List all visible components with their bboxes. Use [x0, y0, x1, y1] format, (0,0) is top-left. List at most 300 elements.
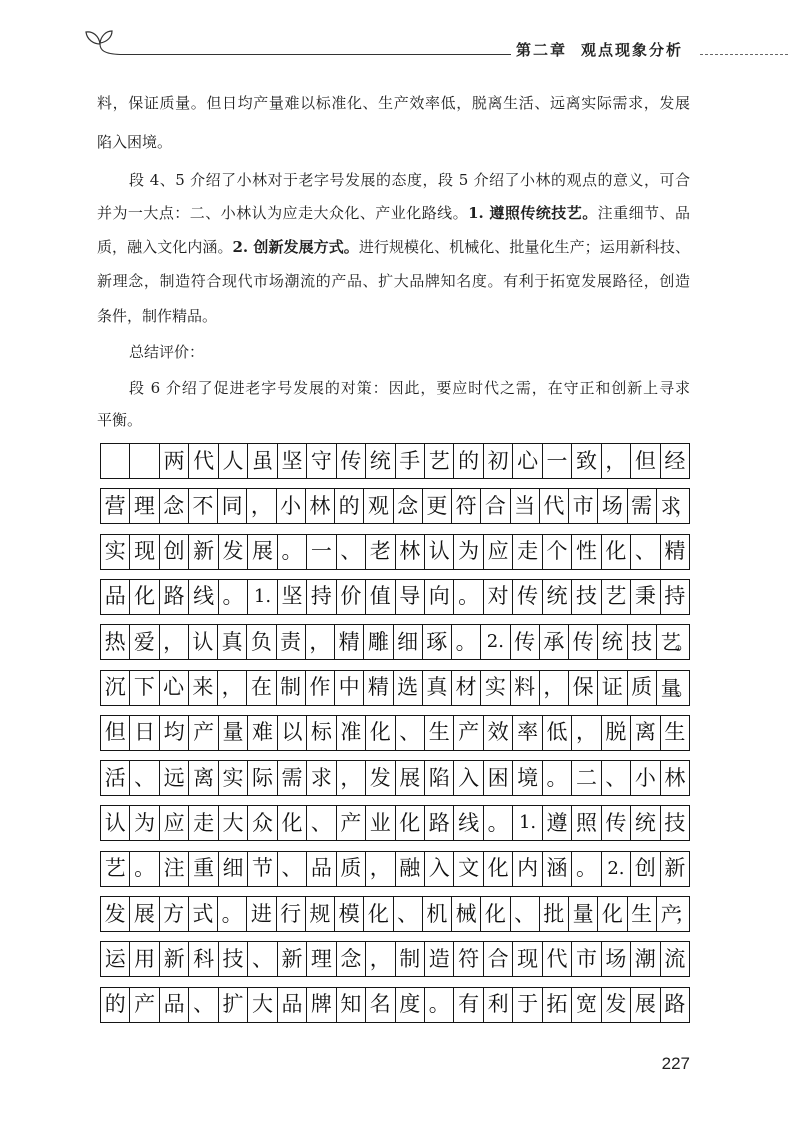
grid-cell: 均: [159, 716, 188, 750]
grid-cell: 化: [483, 852, 512, 886]
grid-cell: 细: [393, 625, 422, 659]
point-heading: 2. 创新发展方式。: [232, 238, 359, 256]
chapter-label: 第二章: [516, 41, 568, 59]
grid-cell: 拓: [542, 988, 571, 1022]
grid-row: [100, 534, 690, 570]
grid-cell: 1.: [247, 580, 276, 614]
grid-cell: 实: [218, 761, 247, 795]
grid-cell: 现: [129, 535, 158, 569]
grid-row: [100, 805, 690, 841]
grid-cell: 以: [277, 716, 306, 750]
grid-cell: 扩: [218, 988, 247, 1022]
grid-cell: 传: [336, 444, 365, 478]
grid-cell: ，: [305, 625, 334, 659]
grid-cell: 、: [188, 988, 217, 1022]
chapter-title: 观点现象分析: [581, 41, 684, 59]
left-leaf: [86, 32, 100, 44]
grid-cell: 理: [129, 489, 158, 523]
grid-cell: 当: [510, 489, 539, 523]
grid-row: [100, 941, 690, 977]
grid-cell: 新: [660, 852, 690, 886]
grid-cell: 中: [334, 671, 363, 705]
sprout-icon: [84, 26, 124, 58]
text-segment: 陷入困境。: [97, 133, 173, 151]
grid-cell: 精: [363, 671, 392, 705]
grid-cell: 承: [539, 625, 568, 659]
grid-cell: 代: [188, 444, 217, 478]
grid-cell: 爱: [129, 625, 158, 659]
grid-cell: 利: [483, 988, 512, 1022]
body-line: [97, 132, 690, 152]
grid-cell: 大: [218, 806, 247, 840]
grid-cell: 离: [630, 716, 659, 750]
grid-cell: 技: [218, 942, 247, 976]
text-segment: 料，保证质量。但日均产量难以标准化、生产效率低，脱离生活、远离实际需求，发展: [97, 94, 690, 112]
grid-cell: 文: [453, 852, 482, 886]
point-heading: 1. 遵照传统技艺。: [468, 204, 598, 222]
grid-cell: 。: [277, 535, 306, 569]
grid-cell: 的: [453, 444, 482, 478]
right-leaf: [100, 31, 112, 43]
grid-cell: 为: [453, 535, 482, 569]
grid-cell: 械: [451, 897, 480, 931]
grid-cell: 传: [512, 580, 541, 614]
grid-cell: 秉: [630, 580, 659, 614]
grid-cell: 众: [247, 806, 276, 840]
grid-cell: 展: [395, 761, 424, 795]
grid-cell: ，: [159, 625, 188, 659]
grid-cell: 宽: [571, 988, 600, 1022]
grid-cell: 率: [512, 716, 541, 750]
grid-cell: 进: [246, 897, 275, 931]
text-segment: 总结评价：: [129, 343, 205, 361]
grid-cell: 批: [539, 897, 568, 931]
grid-cell: 一: [306, 535, 335, 569]
grid-cell: 人: [218, 444, 247, 478]
grid-cell: 需: [277, 761, 306, 795]
header-rule: [119, 54, 511, 55]
body-line: [97, 203, 690, 223]
grid-cell: 雕: [363, 625, 392, 659]
grid-row: [100, 715, 690, 751]
grid-cell: 低: [542, 716, 571, 750]
grid-cell: 理: [306, 942, 335, 976]
grid-cell: 技: [627, 625, 656, 659]
grid-cell: 林: [395, 535, 424, 569]
grid-cell: 导: [395, 580, 424, 614]
grid-cell: 1.: [512, 806, 541, 840]
grid-cell: 需: [627, 489, 656, 523]
grid-cell: 产: [453, 716, 482, 750]
grid-cell: 应: [159, 806, 188, 840]
grid-cell: 境: [512, 761, 541, 795]
text-segment: 段 4、5 介绍了小林对于老字号发展的态度，段 5 介绍了小林的观点的意义，可合: [129, 171, 690, 189]
grid-cell: 负: [246, 625, 275, 659]
grid-row: [100, 579, 690, 615]
grid-cell: 、: [630, 535, 659, 569]
grid-cell: 路: [159, 580, 188, 614]
grid-cell: 琢: [422, 625, 451, 659]
grid-cell: ，: [571, 716, 600, 750]
grid-cell: 守: [306, 444, 335, 478]
grid-cell: 运: [100, 942, 129, 976]
grid-cell: 致: [571, 444, 600, 478]
grid-cell: 艺: [100, 852, 129, 886]
grid-cell: ，: [539, 671, 568, 705]
grid-cell: 但: [100, 716, 129, 750]
grid-cell: 合: [480, 489, 509, 523]
grid-cell: 代: [539, 489, 568, 523]
grid-cell: 化: [277, 806, 306, 840]
grid-cell: 质: [336, 852, 365, 886]
page-number: 227: [661, 1054, 690, 1073]
text-segment: 平衡。: [97, 411, 143, 429]
body-line: [97, 237, 690, 257]
grid-cell: 材: [451, 671, 480, 705]
grid-cell: 量: [218, 716, 247, 750]
grid-cell: 入: [453, 761, 482, 795]
grid-cell: 于: [512, 988, 541, 1022]
grid-cell: 选: [393, 671, 422, 705]
grid-cell: 2.: [601, 852, 630, 886]
grid-cell: 创: [159, 535, 188, 569]
grid-cell: 。: [453, 580, 482, 614]
text-segment: 条件，制作精品。: [97, 307, 218, 325]
grid-cell: 展: [129, 897, 158, 931]
grid-cell: 路: [660, 988, 690, 1022]
grid-cell: 在: [246, 671, 275, 705]
grid-cell: 知: [336, 988, 365, 1022]
grid-cell: 价: [336, 580, 365, 614]
grid-cell: 际: [247, 761, 276, 795]
grid-row: [100, 443, 690, 479]
grid-cell: 、: [306, 806, 335, 840]
grid-cell: 脱: [601, 716, 630, 750]
grid-cell: 真: [422, 671, 451, 705]
grid-cell: ，: [246, 489, 275, 523]
grid-cell: 潮: [630, 942, 659, 976]
grid-cell: 注: [159, 852, 188, 886]
grid-cell: 制: [395, 942, 424, 976]
grid-cell: 心: [512, 444, 541, 478]
grid-cell: 实: [480, 671, 509, 705]
grid-cell: 困: [483, 761, 512, 795]
grid-cell: 不: [188, 489, 217, 523]
grid-row: [100, 670, 690, 706]
grid-cell: 心: [159, 671, 188, 705]
grid-cell: 生: [627, 897, 656, 931]
grid-cell: 品: [159, 988, 188, 1022]
grid-cell-empty: [100, 444, 129, 478]
grid-cell: 个: [542, 535, 571, 569]
grid-cell: 展: [247, 535, 276, 569]
grid-cell: 二: [571, 761, 600, 795]
grid-cell: 作: [305, 671, 334, 705]
grid-cell: 念: [336, 942, 365, 976]
grid-cell: 制: [276, 671, 305, 705]
grid-row: [100, 987, 690, 1023]
running-header: [516, 41, 683, 59]
header-rule-dashed: [700, 54, 788, 55]
grid-row: [100, 760, 690, 796]
text-segment: 质，融入文化内涵。: [97, 238, 233, 256]
grid-cell: 应: [483, 535, 512, 569]
grid-cell: 产: [129, 988, 158, 1022]
grid-cell: 大: [247, 988, 276, 1022]
grid-row: [100, 488, 690, 524]
grid-cell: 造: [424, 942, 453, 976]
grid-cell: 展: [630, 988, 659, 1022]
grid-cell: 生: [660, 716, 690, 750]
grid-cell: 性: [571, 535, 600, 569]
grid-cell: 念: [393, 489, 422, 523]
text-segment: 并为一大点：二、小林认为应走大众化、产业化路线。: [97, 204, 469, 222]
grid-cell: 认: [188, 625, 217, 659]
grid-cell: 小: [276, 489, 305, 523]
grid-cell: 林: [660, 761, 690, 795]
grid-cell: 料: [510, 671, 539, 705]
grid-cell: 规: [305, 897, 334, 931]
grid-cell: 化: [597, 897, 626, 931]
grid-cell: 艺: [601, 580, 630, 614]
grid-cell: 有: [453, 988, 482, 1022]
grid-cell: 的: [334, 489, 363, 523]
grid-cell: 传: [568, 625, 597, 659]
grid-cell: 新: [188, 535, 217, 569]
grid-cell: 来: [188, 671, 217, 705]
grid-cell: 求: [306, 761, 335, 795]
grid-cell: 证: [597, 671, 626, 705]
grid-cell: 准: [336, 716, 365, 750]
grid-cell: 量: [568, 897, 597, 931]
grid-cell: 的: [100, 988, 129, 1022]
grid-cell: 线: [188, 580, 217, 614]
grid-cell: 化: [601, 535, 630, 569]
grid-cell: 牌: [306, 988, 335, 1022]
grid-cell: 日: [129, 716, 158, 750]
grid-cell: 涵: [542, 852, 571, 886]
grid-cell: 统: [542, 580, 571, 614]
grid-cell: 小: [630, 761, 659, 795]
text-segment: 新理念，制造符合现代市场潮流的产品、扩大品牌知名度。有利于拓宽发展路径，创造: [97, 272, 690, 290]
grid-cell: 市: [568, 489, 597, 523]
grid-cell: 传: [601, 806, 630, 840]
grid-cell: 方: [159, 897, 188, 931]
grid-cell: 远: [159, 761, 188, 795]
grid-cell: 化: [365, 716, 394, 750]
grid-cell: 、: [601, 761, 630, 795]
grid-cell: 科: [188, 942, 217, 976]
grid-cell: 机: [422, 897, 451, 931]
grid-cell: 。: [542, 761, 571, 795]
grid-cell: 统: [630, 806, 659, 840]
grid-cell: 艺: [424, 444, 453, 478]
grid-cell: 新: [277, 942, 306, 976]
grid-cell: 品: [277, 988, 306, 1022]
grid-cell: 行: [276, 897, 305, 931]
grid-cell: 。: [483, 806, 512, 840]
grid-cell: 化: [480, 897, 509, 931]
grid-cell: 照: [571, 806, 600, 840]
grid-cell: 。: [129, 852, 158, 886]
grid-cell: 坚: [277, 444, 306, 478]
grid-cell: ，: [365, 942, 394, 976]
body-line: [97, 306, 690, 326]
section-label: [129, 342, 690, 362]
grid-cell: 融: [395, 852, 424, 886]
grid-cell: 真: [217, 625, 246, 659]
grid-cell: 下: [129, 671, 158, 705]
grid-cell: 重: [188, 852, 217, 886]
grid-cell: 初: [483, 444, 512, 478]
grid-cell: 认: [100, 806, 129, 840]
grid-cell: 遵: [542, 806, 571, 840]
grid-cell: 为: [129, 806, 158, 840]
grid-cell: 保: [568, 671, 597, 705]
grid-cell: 品: [306, 852, 335, 886]
grid-cell: 难: [247, 716, 276, 750]
grid-cell: 向: [424, 580, 453, 614]
grid-cell: 标: [306, 716, 335, 750]
grid-cell: 。: [451, 625, 480, 659]
grid-cell: 陷: [424, 761, 453, 795]
grid-cell: 产: [336, 806, 365, 840]
grid-cell: 品: [100, 580, 129, 614]
grid-cell: 化: [363, 897, 392, 931]
grid-cell: 用: [129, 942, 158, 976]
body-line: [97, 410, 690, 430]
grid-cell: ，: [336, 761, 365, 795]
grid-cell: 念: [159, 489, 188, 523]
grid-cell: 、: [336, 535, 365, 569]
grid-cell: 内: [512, 852, 541, 886]
grid-cell: 营: [100, 489, 129, 523]
grid-cell: 林: [305, 489, 334, 523]
grid-cell: 持: [306, 580, 335, 614]
grid-cell: 手: [395, 444, 424, 478]
grid-cell: 符: [451, 489, 480, 523]
grid-cell: 发: [365, 761, 394, 795]
grid-cell: 名: [365, 988, 394, 1022]
grid-cell: 路: [424, 806, 453, 840]
grid-cell: 但: [630, 444, 659, 478]
grid-cell: 持: [660, 580, 690, 614]
grid-cell: 技: [571, 580, 600, 614]
grid-cell: 节: [247, 852, 276, 886]
grid-cell: 热: [100, 625, 129, 659]
grid-cell: 同: [217, 489, 246, 523]
grid-cell: 艺。: [656, 625, 690, 659]
grid-cell: 经: [660, 444, 690, 478]
grid-row: [100, 851, 690, 887]
text-segment: 注重细节、品: [597, 204, 690, 222]
grid-cell: 。: [424, 988, 453, 1022]
grid-cell: 、: [393, 897, 422, 931]
grid-cell: 、: [395, 716, 424, 750]
grid-cell: 实: [100, 535, 129, 569]
grid-cell: 离: [188, 761, 217, 795]
grid-row: [100, 896, 690, 932]
grid-cell: 场: [597, 489, 626, 523]
composition-grid: [100, 443, 690, 1033]
grid-cell: 创: [630, 852, 659, 886]
grid-cell: 效: [483, 716, 512, 750]
grid-cell: 化: [395, 806, 424, 840]
text-segment: 进行规模化、机械化、批量化生产；运用新科技、: [358, 238, 690, 256]
grid-cell: 模: [334, 897, 363, 931]
grid-cell: 产: [188, 716, 217, 750]
grid-cell: 对: [483, 580, 512, 614]
grid-cell: 2.: [480, 625, 509, 659]
body-line: [97, 271, 690, 291]
body-line: [97, 93, 690, 113]
grid-cell: ，: [601, 444, 630, 478]
grid-cell: 发: [601, 988, 630, 1022]
grid-cell: 细: [218, 852, 247, 886]
grid-cell: 。: [571, 852, 600, 886]
grid-cell: 、: [510, 897, 539, 931]
grid-cell: 、: [247, 942, 276, 976]
body-line: [129, 170, 690, 190]
grid-cell: 线: [453, 806, 482, 840]
grid-cell: 。: [218, 580, 247, 614]
grid-cell: 坚: [277, 580, 306, 614]
grid-cell: 、: [277, 852, 306, 886]
grid-cell: 度: [395, 988, 424, 1022]
grid-cell: 精: [660, 535, 690, 569]
grid-cell: 技: [660, 806, 690, 840]
grid-cell: 符: [453, 942, 482, 976]
grid-cell: 式: [188, 897, 217, 931]
grid-cell: 走: [188, 806, 217, 840]
grid-cell: 传: [510, 625, 539, 659]
grid-cell: 。: [217, 897, 246, 931]
grid-cell: ，: [365, 852, 394, 886]
grid-cell: 认: [424, 535, 453, 569]
grid-cell: 发: [100, 897, 129, 931]
grid-cell: 责: [276, 625, 305, 659]
grid-cell: 精: [334, 625, 363, 659]
grid-cell: 统: [597, 625, 626, 659]
grid-cell: 观: [363, 489, 392, 523]
grid-cell-empty: [129, 444, 158, 478]
grid-cell: 虽: [247, 444, 276, 478]
grid-cell: 两: [159, 444, 188, 478]
grid-cell: 市: [571, 942, 600, 976]
grid-cell: ，: [217, 671, 246, 705]
grid-cell: 流: [660, 942, 690, 976]
grid-cell: 质: [627, 671, 656, 705]
grid-cell: 量。: [656, 671, 690, 705]
text-segment: 段 6 介绍了促进老字号发展的对策：因此，要应时代之需，在守正和创新上寻求: [129, 379, 690, 397]
sprout-stem: [100, 44, 120, 55]
grid-cell: 统: [365, 444, 394, 478]
grid-cell: 值: [365, 580, 394, 614]
grid-cell: 沉: [100, 671, 129, 705]
grid-cell: 入: [424, 852, 453, 886]
grid-cell: 代: [542, 942, 571, 976]
grid-cell: 场: [601, 942, 630, 976]
grid-cell: 一: [542, 444, 571, 478]
grid-cell: 更: [422, 489, 451, 523]
grid-cell: 、: [129, 761, 158, 795]
grid-cell: 活: [100, 761, 129, 795]
grid-cell: 合: [483, 942, 512, 976]
grid-cell: 化: [129, 580, 158, 614]
grid-cell: 产；: [656, 897, 690, 931]
grid-cell: 发: [218, 535, 247, 569]
grid-row: [100, 624, 690, 660]
